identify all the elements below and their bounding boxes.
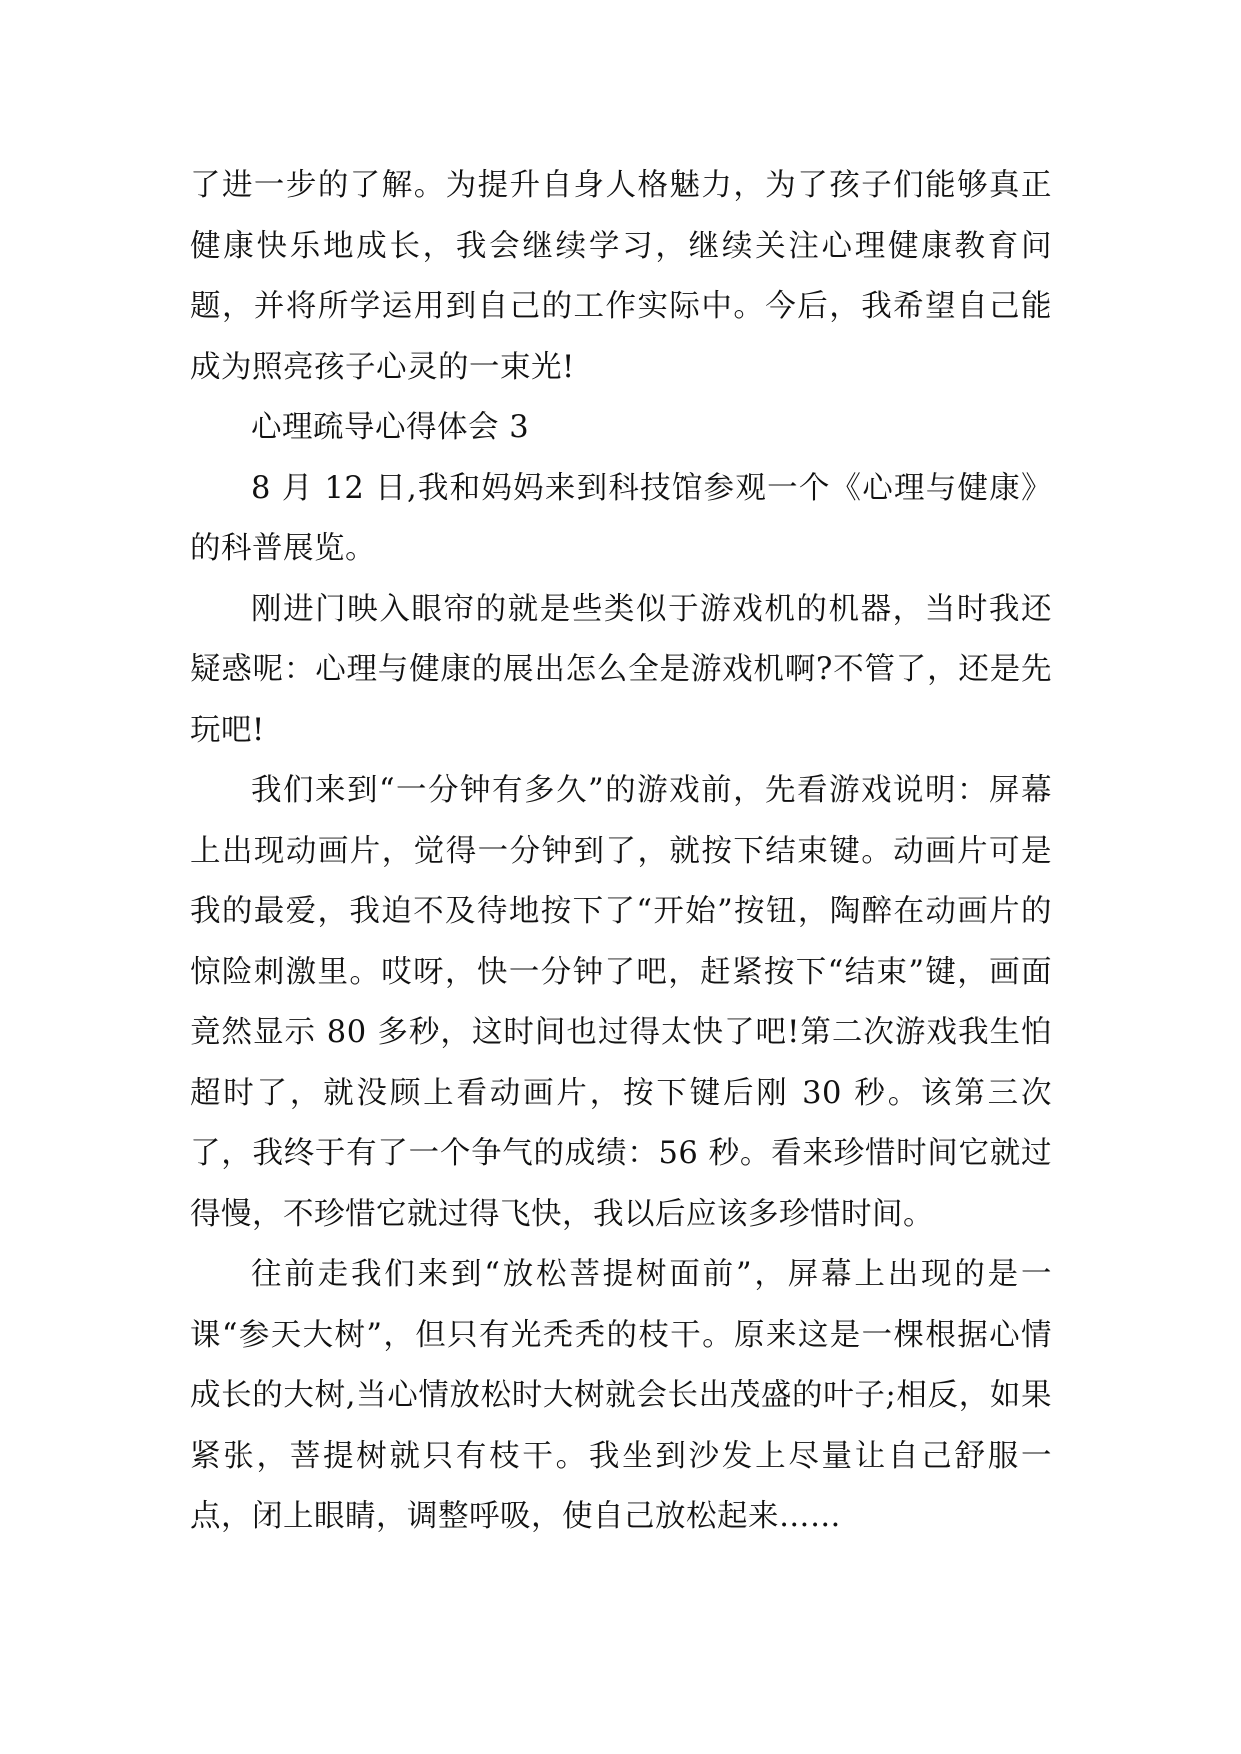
paragraph-conclusion: 了进一步的了解。为提升自身人格魅力，为了孩子们能够真正健康快乐地成长，我会继续学习，继续关注心理健康教育问题，并将所学运用到自己的工作实际中。今后，我希望自己能成为照亮孩子心灵的一束光! bbox=[190, 168, 1052, 385]
paragraph-first-impression: 刚进门映入眼帘的就是些类似于游戏机的机器，当时我还疑惑呢：心理与健康的展出怎么全是游戏机啊?不管了，还是先玩吧! bbox=[190, 591, 1052, 748]
paragraph-bodhi-tree: 往前走我们来到“放松菩提树面前”，屏幕上出现的是一课“参天大树”，但只有光秃秃的枝干。原来这是一棵根据心情成长的大树,当心情放松时大树就会长出茂盛的叶子;相反，如果紧张，菩提树就只有枝干。我坐到沙发上尽量让自己舒服一点，闭上眼睛，调整呼吸，使自己放松起来…… bbox=[190, 1257, 1052, 1534]
paragraph-one-minute-game: 我们来到“一分钟有多久”的游戏前，先看游戏说明：屏幕上出现动画片，觉得一分钟到了，就按下结束键。动画片可是我的最爱，我迫不及待地按下了“开始”按钮，陶醉在动画片的惊险刺激里。哎呀，快一分钟了吧，赶紧按下“结束”键，画面竟然显示 80 多秒，这时间也过得太快了吧!第二次游戏我生怕超时了，就没顾上看动画片，按下键后刚 30 秒。该第三次了，我终于有了一个争气的成绩：56 秒。看来珍惜时间它就过得慢，不珍惜它就过得飞快，我以后应该多珍惜时间。 bbox=[190, 773, 1052, 1232]
section-heading: 心理疏导心得体会 3 bbox=[251, 410, 530, 445]
document-body bbox=[190, 156, 1052, 1548]
paragraph-visit-intro: 8 月 12 日,我和妈妈来到科技馆参观一个《心理与健康》的科普展览。 bbox=[190, 470, 1052, 566]
